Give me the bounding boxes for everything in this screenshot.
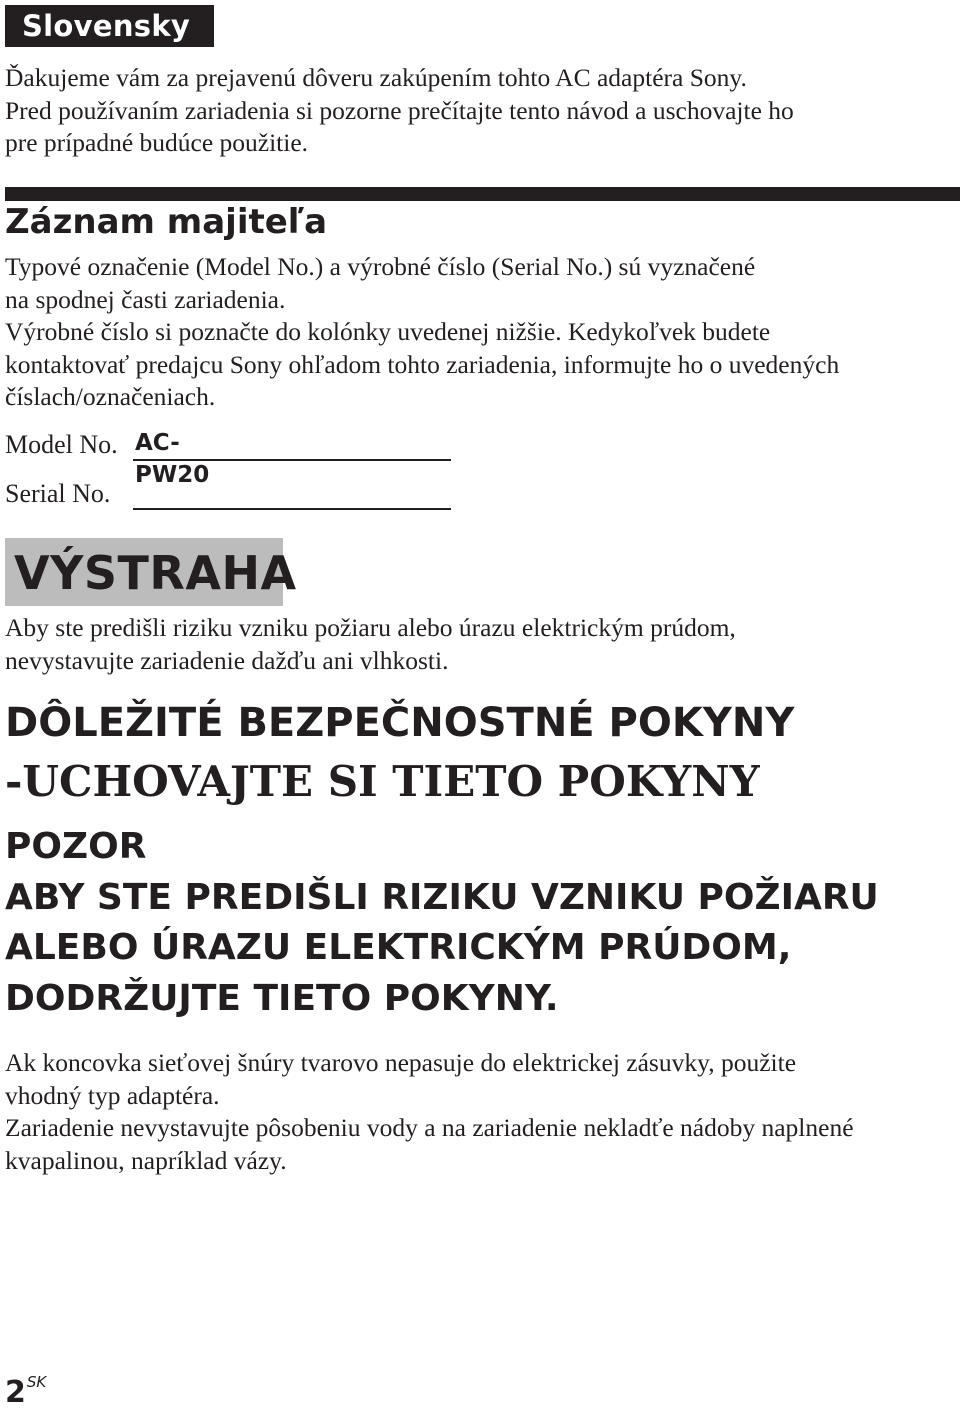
- safety-line: Zariadenie nevystavujte pôsobeniu vody a na zariadenie nekladťe nádoby naplnené: [5, 1113, 854, 1142]
- intro-line: Ďakujeme vám za prejavenú dôveru zakúpením tohto AC adaptéra Sony.: [5, 63, 747, 92]
- serial-number-field: [5, 476, 110, 512]
- page-number: [5, 1364, 46, 1411]
- owner-record-title: Záznam majiteľa: [5, 202, 328, 242]
- owner-record-line: kontaktovať predajcu Sony ohľadom tohto zariadenia, informujte ho o uvedených: [5, 349, 840, 379]
- safety-subtitle: -UCHOVAJTE SI TIETO POKYNY: [5, 757, 760, 806]
- model-number-label: Model No.: [5, 430, 118, 459]
- section-divider: [5, 187, 960, 201]
- intro-paragraph: [5, 62, 794, 160]
- owner-record-line: na spodnej časti zariadenia.: [5, 284, 286, 314]
- serial-number-label: Serial No.: [5, 479, 111, 508]
- safety-line: vhodný typ adaptéra.: [5, 1080, 220, 1110]
- warning-paragraph: [5, 612, 736, 677]
- caution-line: ABY STE PREDIŠLI RIZIKU VZNIKU POŽIARU: [5, 876, 879, 918]
- model-number-value: AC-PW20: [135, 430, 210, 488]
- safety-title: DÔLEŽITÉ BEZPEČNOSTNÉ POKYNY: [5, 700, 795, 746]
- owner-record-paragraph: [5, 251, 839, 414]
- warning-line: nevystavujte zariadenie dažďu ani vlhkosti.: [5, 645, 449, 675]
- intro-line: pre prípadné budúce použitie.: [5, 128, 309, 157]
- serial-number-underline: [133, 476, 451, 510]
- language-tab: Slovensky: [5, 5, 214, 47]
- safety-line: kvapalinou, napríklad vázy.: [5, 1145, 287, 1175]
- intro-line: Pred používaním zariadenia si pozorne prečítajte tento návod a uschovajte ho: [5, 95, 794, 125]
- caution-block: [5, 822, 879, 1024]
- caution-line: ALEBO ÚRAZU ELEKTRICKÝM PRÚDOM,: [5, 927, 792, 968]
- caution-line: DODRŽUJTE TIETO POKYNY.: [5, 977, 559, 1019]
- owner-record-line: Výrobné číslo si poznačte do kolónky uvedenej nižšie. Kedykoľvek budete: [5, 317, 771, 346]
- safety-line: Ak koncovka sieťovej šnúry tvarovo nepasuje do elektrickej zásuvky, použite: [5, 1048, 797, 1077]
- safety-paragraph: [5, 1047, 854, 1177]
- page-language-suffix: SK: [26, 1373, 47, 1391]
- owner-record-line: číslach/označeniach.: [5, 382, 216, 411]
- caution-heading: POZOR: [5, 826, 147, 867]
- owner-record-line: Typové označenie (Model No.) a výrobné číslo (Serial No.) sú vyznačené: [5, 252, 756, 281]
- warning-heading: VÝSTRAHA: [5, 538, 283, 606]
- warning-line: Aby ste predišli riziku vzniku požiaru alebo úrazu elektrickým prúdom,: [5, 613, 736, 642]
- page-number-value: 2: [5, 1375, 26, 1410]
- model-number-field: [5, 427, 210, 488]
